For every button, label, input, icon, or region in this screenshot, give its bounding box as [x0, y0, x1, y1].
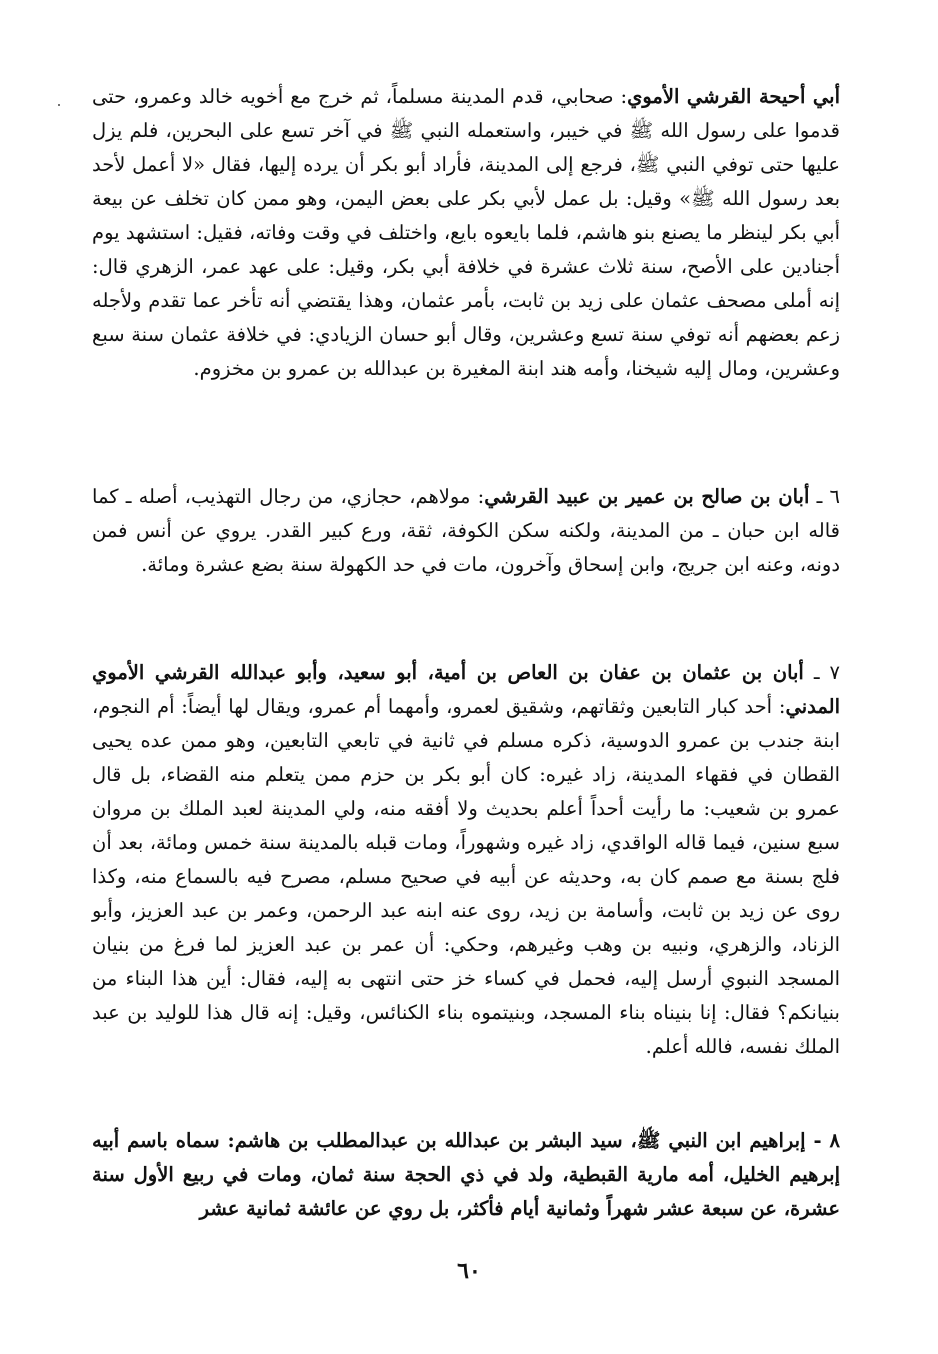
entry-body: : سماه باسم أبيه إبرهيم الخليل، أمه مارية القبطية، ولد في ذي الحجة سنة ثمان، ومات في ربيع الأول سنة عشرة، عن سبعة عشر شهراً وثمانية أيام فأكثر، بل روي عن عائشة ثمانية عشر: [92, 1129, 840, 1220]
entry-heading: أبي أحيحة القرشي الأموي: [627, 85, 840, 108]
entry-body: : مولاهم، حجازي، من رجال التهذيب، أصله ـ كما قاله ابن حبان ـ من المدينة، ولكنه سكن الكوفة، ثقة، ورع كبير القدر. يروي عن أنس فمن دونه، وعنه ابن جريج، وابن إسحاق وآخرون، مات في حد الكهولة سنة بضع عشرة ومائة.: [92, 485, 840, 576]
entry-abu-uhayha-continuation: [92, 80, 840, 386]
entry-heading: أبان بن عثمان بن عفان بن العاص بن أمية، أبو سعيد، وأبو عبدالله القرشي الأموي المدني: [92, 661, 840, 718]
entry-number: ٨ -: [813, 1129, 840, 1152]
entry-number: ٧ ـ: [813, 661, 840, 684]
entry-7-aban-ibn-uthman: [92, 656, 840, 1064]
entry-heading: إبراهيم ابن النبي ﷺ، سيد البشر بن عبدالله بن عبدالمطلب بن هاشم: [234, 1129, 806, 1152]
entry-heading: أبان بن صالح بن عمير بن عبيد القرشي: [484, 485, 810, 508]
entry-body: : صحابي، قدم المدينة مسلماً، ثم خرج مع أخويه خالد وعمرو، حتى قدموا على رسول الله ﷺ في خيبر، واستعمله النبي ﷺ في آخر تسع على البحرين، فلم يزل عليها حتى توفي النبي ﷺ، فرجع إلى المدينة، فأراد أبو بكر أن يرده إليها، فقال «لا أعمل لأحد بعد رسول الله ﷺ» وقيل: بل عمل لأبي بكر على بعض اليمن، وهو ممن كان تخلف عن بيعة أبي بكر لينظر ما يصنع بنو هاشم، فلما بايعوه بايع، واختلف في وقت وفاته، فقيل: استشهد يوم أجنادين على الأصح، سنة ثلاث عشرة في خلافة أبي بكر، وقيل: على عهد عمر، الزهري قال: إنه أملى مصحف عثمان على زيد بن ثابت، بأمر عثمان، وهذا يقتضي أنه تأخر عما تقدم ولأجله زعم بعضهم أنه توفي سنة تسع وعشرين، وقال أبو حسان الزيادي: في خلافة عثمان سنة سبع وعشرين، ومال إليه شيخنا، وأمه هند ابنة المغيرة بن عبدالله بن عمرو بن مخزوم.: [92, 85, 840, 380]
page-number: ٦٠: [457, 1258, 481, 1284]
entry-number: ٦ ـ: [816, 485, 841, 508]
scan-speck: [58, 104, 60, 106]
entry-8-ibrahim-ibn-al-nabi: [92, 1124, 840, 1226]
entry-body: : أحد كبار التابعين وثقاتهم، وشقيق لعمرو، وأمهما أم عمرو، ويقال لها أيضاً: أم النجوم، ابنة جندب بن عمرو الدوسية، ذكره مسلم في ثانية في تابعي التابعين، وهو ممن عده يحيى القطان في فقهاء المدينة، زاد غيره: كان أبو بكر بن حزم ممن يتعلم منه القضاء، بل قال عمرو بن شعيب: ما رأيت أحداً أعلم بحديث ولا أفقه منه، ولي المدينة لعبد الملك بن مروان سبع سنين، فيما قاله الواقدي، زاد غيره وشهوراً، ومات قبله بالمدينة سنة خمس ومائة، بعد أن فلج بسنة مع صمم كان به، وحديثه عن أبيه في صحيح مسلم، مصرح فيه بالسماع منه، وكذا روى عن زيد بن ثابت، وأسامة بن زيد، روى عنه ابنه عبد الرحمن، وعمر بن عبد العزيز، وأبو الزناد، والزهري، ونبيه بن وهب وغيرهم، وحكي: أن عمر بن عبد العزيز لما فرغ من بنيان المسجد النبوي أرسل إليه، فحمل في كساء خز حتى انتهى به إليه، فقال: أين هذا البناء من بنيانكم؟ فقال: إنا بنيناه بناء المسجد، وبنيتموه بناء الكنائس، وقيل: إنه قال هذا للوليد بن عبد الملك نفسه، فالله أعلم.: [92, 695, 840, 1058]
entry-6-aban-ibn-salih: [92, 480, 840, 582]
